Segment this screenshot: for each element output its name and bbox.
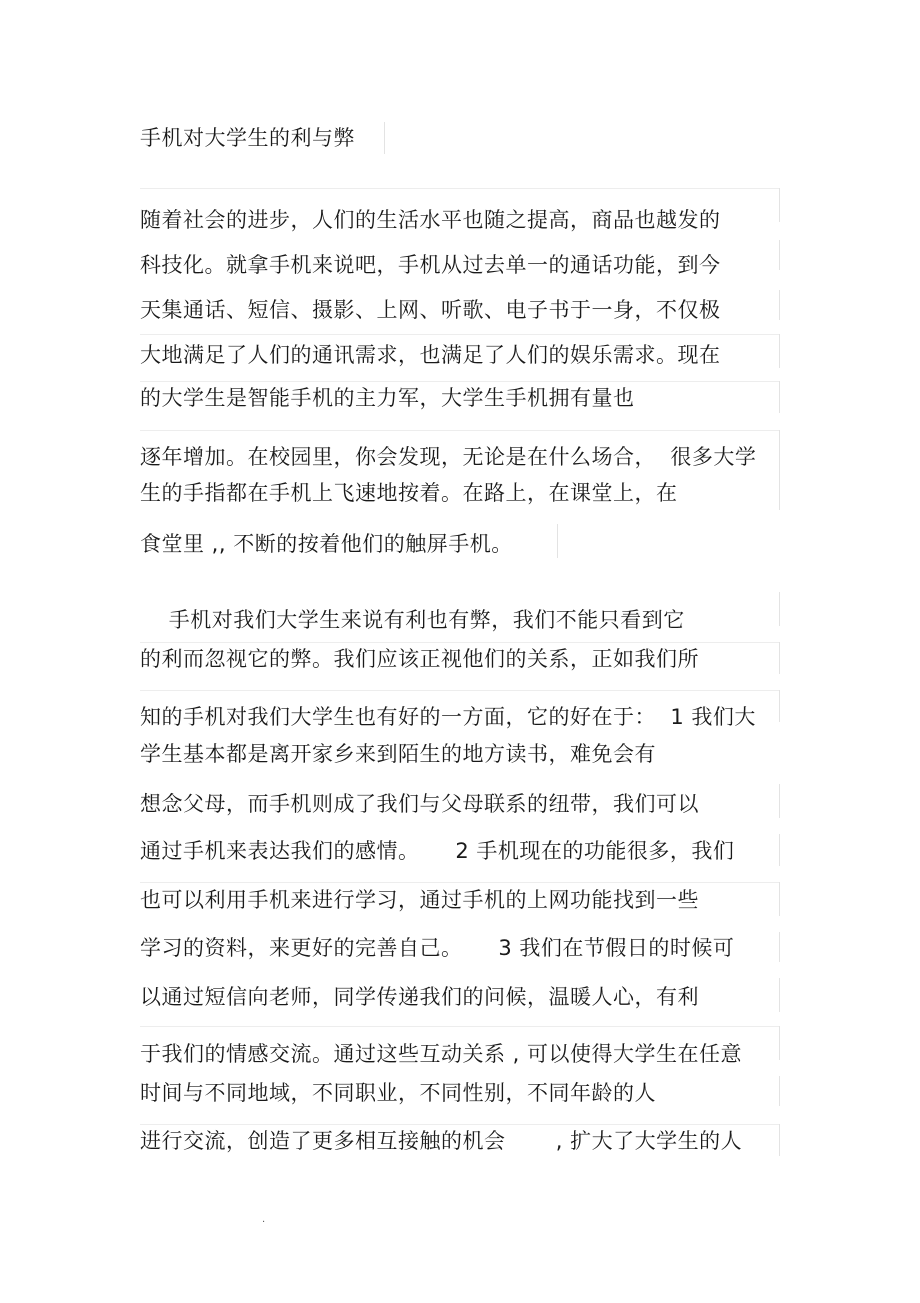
divider	[779, 381, 780, 413]
paragraph-line: 知的手机对我们大学生也有好的一方面，它的好在于： 1 我们大	[140, 705, 756, 729]
divider	[140, 642, 780, 643]
divider	[779, 642, 780, 674]
divider	[779, 430, 780, 510]
divider	[140, 381, 780, 382]
divider	[779, 978, 780, 1012]
paragraph-line: 随着社会的进步，人们的生活水平也随之提高，商品也越发的	[140, 208, 721, 232]
paragraph-line: 逐年增加。在校园里，你会发现，无论是在什么场合， 很多大学	[140, 445, 757, 469]
divider	[140, 430, 780, 431]
paragraph-line: 的利而忽视它的弊。我们应该正视他们的关系，正如我们所	[140, 647, 699, 671]
divider	[779, 592, 780, 626]
divider	[140, 882, 780, 883]
paragraph-line: 科技化。就拿手机来说吧，手机从过去单一的通话功能，到今	[140, 253, 721, 277]
divider	[779, 188, 780, 222]
divider	[779, 784, 780, 818]
divider	[140, 188, 780, 189]
divider	[140, 334, 780, 335]
paragraph-line: 大地满足了人们的通讯需求，也满足了人们的娱乐需求。现在	[140, 343, 721, 367]
paragraph-line: 以通过短信向老师，同学传递我们的问候，温暖人心，有利	[140, 985, 699, 1009]
divider	[140, 1124, 780, 1125]
paragraph-line: 学习的资料，来更好的完善自己。 3 我们在节假日的时候可	[140, 936, 735, 960]
paragraph-line: 时间与不同地域，不同职业，不同性别，不同年龄的人	[140, 1081, 656, 1105]
paragraph-line: 的大学生是智能手机的主力军，大学生手机拥有量也	[140, 386, 635, 410]
divider	[140, 1026, 780, 1027]
paragraph-line: 想念父母，而手机则成了我们与父母联系的纽带，我们可以	[140, 792, 699, 816]
divider	[384, 122, 385, 154]
paragraph-line: 于我们的情感交流。通过这些互动关系 , 可以使得大学生在任意	[140, 1042, 743, 1066]
paragraph-line: 通过手机来表达我们的感情。 2 手机现在的功能很多，我们	[140, 839, 735, 863]
divider	[779, 240, 780, 270]
divider	[779, 334, 780, 368]
divider	[779, 690, 780, 722]
paragraph-line: 生的手指都在手机上飞速地按着。在路上，在课堂上，在	[140, 481, 678, 505]
paragraph-line: 天集通话、短信、摄影、上网、听歌、电子书于一身，不仅极	[140, 298, 721, 322]
divider	[779, 932, 780, 962]
paragraph-line: 食堂里 ,, 不断的按着他们的触屏手机。	[140, 532, 513, 556]
paragraph-line: 进行交流，创造了更多相互接触的机会 , 扩大了大学生的人	[140, 1129, 743, 1153]
paragraph-line: 也可以利用手机来进行学习，通过手机的上网功能找到一些	[140, 888, 699, 912]
divider	[557, 524, 558, 558]
divider	[779, 1124, 780, 1156]
divider	[779, 290, 780, 320]
divider	[140, 690, 780, 691]
divider	[779, 1026, 780, 1060]
divider	[779, 882, 780, 916]
document-title: 手机对大学生的利与弊	[140, 126, 355, 150]
paragraph-line: 学生基本都是离开家乡来到陌生的地方读书，难免会有	[140, 742, 656, 766]
paragraph-line: 手机对我们大学生来说有利也有弊，我们不能只看到它	[140, 608, 685, 632]
divider	[779, 1076, 780, 1106]
footer-mark: .	[262, 1214, 266, 1225]
divider	[779, 834, 780, 866]
